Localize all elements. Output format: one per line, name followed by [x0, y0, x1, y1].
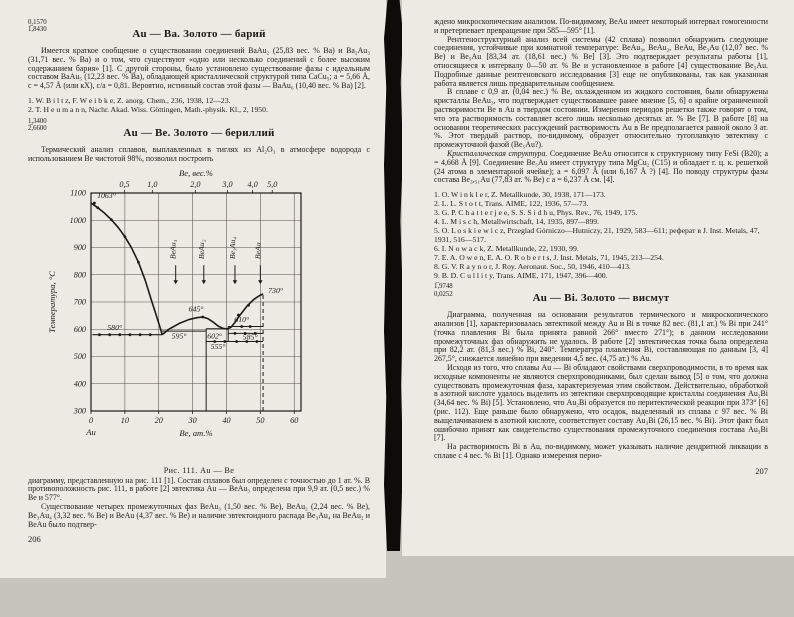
reference-item: 1. W. B i l t z, F. W e i b k e, Z. anorg. Chem., 236, 1938, 12—23. [28, 95, 231, 105]
top-tick-label: 1,0 [147, 179, 158, 189]
log-ratio-note-au-ba [28, 19, 47, 34]
temperature-label: 1063° [97, 190, 116, 200]
temperature-label: 602° [207, 331, 223, 341]
au-bi-paragraph-1: Диаграмма, полученная на основании результатов термического и микроскопического анализов [1], характеризовалась эвтектикой между Au и Bi в точке 82 вес. (81,1 ат.) % Bi при 241° (точка плавления Bi была принята равной 266° вместо 271°); в данном исследовании промежуточных фаз обнаружить не удалось. В работе [2] эвтектическая точка была определена при 82,2 ат. (81,3 вес.) % Bi, 240°. Температура плавления Bi, составляющая по данным [3, 4] 267,5°, снижается линейно при введении 4,5 вес. (4,75 ат.) % Au. [434, 310, 768, 364]
au-be-paragraph-3: Существование четырех промежуточных фаз BeAu₃ (1,50 вес. % Be), BeAu₂ (2,24 вес. % Be), Be₃Au₄ (3,32 вес. % Be) и BeAu (4,37 вес. % Be) и наличие эвтектоидного распада Be₃Au₄ на BeAu₂ и BeAu было подтвер- [28, 501, 370, 529]
data-point [235, 340, 238, 343]
data-point [149, 333, 152, 336]
reference-item: 9. B. D. C u l l i t y, Trans. AIME, 171, 1947, 396—400. [434, 271, 608, 281]
data-point [98, 333, 101, 336]
x-tick-label: 10 [120, 415, 129, 425]
data-point [247, 303, 250, 306]
y-tick-label: 800 [73, 269, 86, 279]
page-number-right: 207 [755, 465, 768, 476]
log-ratio-note-au-be [28, 118, 47, 133]
section-heading-au-bi: Au — Bi. Золото — висмут [532, 292, 670, 305]
reference-item: 2. L. L. S t o t t, Trans. AIME, 122, 1936, 57—73. [434, 199, 589, 209]
data-point [201, 315, 204, 318]
data-point [93, 201, 96, 204]
reference-item: 6. I. N o w a c k, Z. Metallkunde, 22, 1930, 99. [434, 244, 579, 254]
origin-label: Au [86, 426, 96, 437]
phase-diagram-figure [28, 167, 370, 475]
section-heading-au-be: Au — Be. Золото — бериллий [123, 126, 275, 139]
au-be-heading-row [28, 117, 370, 141]
y-tick-label: 400 [73, 378, 86, 388]
temperature-label: 595° [171, 331, 187, 341]
au-be-continuation-3: В сплаве с 0,9 ат. (0,04 вес.) % Be, охлажденном из жидкого состояния, были обнаружены кристаллы BeAu₃, что подтверждает существовавшее ранее мнение [5, 6] о крайне ограниченной растворимости Be в Au в твердом состоянии. Измерения периодов решетки также говорят о том, что эта растворимость составляет всего лишь несколько десятых ат. % Be [7]. В работе [8] на основании теоретических рассуждений растворимость Au в Be предполагается равной около 3 ат. %. Этот твердый раствор, по-видимому, образует относительно тугоплавкую эвтектику с промежуточной фазой (Be₅Au?). [434, 87, 768, 150]
temperature-label: 580° [107, 322, 123, 332]
x-tick-label: 50 [256, 415, 265, 425]
au-ba-heading-row [28, 19, 370, 42]
log-ratio-line2: 2̅,6600 [28, 125, 47, 133]
crystal-structure-text: Соединение BeAu относится к структурному типу FeSi (B20); a = 4,668 Å [9]. Соединение Be₅Au имеет структуру типа MgCu₂ (C15) и обладает г. ц. к. решеткой (24 атома в элементарной ячейке); a = 6,097 Å (или 6,167 Å ?) [4]. По поводу структуры фазы состава Be₃,₅₁Au (77,83 ат. % Be) с a = 6,237 Å см. [4]. [434, 148, 768, 185]
curves [91, 201, 263, 410]
temperature-label: 585° [242, 332, 258, 342]
data-point [249, 325, 252, 328]
log-ratio-note-au-bi [434, 283, 453, 298]
y-tick-label: 1000 [69, 215, 86, 225]
compound-label: BeAu₃ [168, 239, 178, 259]
book-gutter [384, 0, 403, 551]
left-page [0, 0, 386, 578]
au-ba-paragraph: Имеется краткое сообщение о существовании соединений BaAu₂ (25,83 вес. % Ba) и Ba₂Au₃ (31,71 вес. % Ba) и о том, что существуют «одно или несколько соединений с более высоким содержанием бария» [1]. С другой стороны, было установлено существование фазы с идеальным составом BaAu₅ (12,23 вес. % Ba), обладающей кристаллической структурой типа CaCu₅; a = 5,66 Å, c = 4,57 Å (или кХ), c/a = 0,81. Вероятно, истинный состав этой фазы — BaAu₆ (10,40 вес. % Ba) [2]. [28, 46, 370, 91]
au-be-paragraph-1: Термический анализ сплавов, выплавленных в тиглях из Al₂O₃ в атмосфере водорода с использованием Be чистотой 98%, позволил построить [28, 144, 370, 163]
top-tick-label: 3,0 [222, 179, 233, 189]
data-point [96, 206, 99, 209]
x-tick-label: 30 [188, 415, 197, 425]
y-tick-label: 500 [73, 351, 86, 361]
data-point [108, 333, 111, 336]
reference-item: 2. T. H e u m a n n, Nachr. Akad. Wiss. Göttingen, Math.-physik. Kl., 2, 1950. [28, 104, 268, 114]
au-bi-paragraph-3: На растворимость Bi в Au, по-видимому, может указывать наличие дендритной ликвации в сплаве с 4 вес. % Bi [1]. Однако измерения перио- [434, 442, 768, 460]
series-liquidus-au [91, 203, 162, 335]
data-point [110, 218, 113, 221]
figure-caption: Рис. 111. Au — Be [163, 465, 235, 475]
au-be-continuation-1: ждено микроскопическим анализом. По-видимому, BeAu имеет некоторый интервал гомогенности и претерпевает превращение при 585—595° [1]. [434, 17, 768, 35]
log-ratio-line1: 1̅,9748 [434, 283, 453, 291]
y-tick-label: 900 [73, 242, 86, 252]
au-be-continuation-2: Рентгеноструктурный анализ всей системы (42 сплава) позволил обнаружить следующие соединения, устойчивые при комнатной температуре: BeAu₃, BeAu₂, BeAu, Be₃Au (12,07 вес. % Be) и Be₅Au [83,34 ат. (18,61 вес.) % Be] [3]. Это подтверждает результаты работы [1], относящиеся к интервалу 0—50 ат. % Be и установленное в работе [4] существование Be₅Au. Подробные данные рентгеновского исследования [3] еще не опубликованы, так как указанная работа является лишь предварительным сообщением. [434, 34, 768, 88]
reference-item: 7. E. A. O w e n, E. A. O. R o b e r t s, J. Inst. Metals, 71, 1945, 213—254. [434, 253, 664, 263]
log-ratio-line1: 1,3400 [28, 117, 47, 125]
compound-label: BeAu₂ [196, 239, 206, 259]
temperature-label: 645° [188, 304, 204, 314]
log-ratio-line2: 1̅,8430 [28, 26, 47, 34]
au-bi-heading-row [434, 283, 768, 306]
top-tick-label: 0,5 [119, 179, 130, 189]
crystal-structure-paragraph [434, 150, 768, 185]
x-tick-label: 0 [88, 415, 94, 425]
y-axis-label: Температура, °С [47, 270, 57, 333]
au-be-references [434, 190, 768, 280]
phase-diagram-svg [43, 167, 355, 460]
temperature-label: 730° [268, 285, 283, 295]
log-ratio-line2: 0,0252 [434, 290, 453, 298]
data-point [139, 333, 142, 336]
grid [91, 193, 301, 411]
temperature-label: 610° [234, 314, 250, 324]
reference-item: 1. O. W i n k l e r, Z. Metallkunde, 30, 1938, 171—173. [434, 190, 606, 200]
data-point [123, 235, 126, 238]
top-tick-label: 4,0 [247, 179, 258, 189]
top-tick-label: 2,0 [190, 179, 201, 189]
top-tick-label: 5,0 [267, 179, 278, 189]
x-tick-label: 60 [290, 415, 299, 425]
au-ba-references [28, 96, 370, 114]
compound-label: BeAu [253, 241, 263, 259]
data-point [129, 333, 132, 336]
reference-item: 5. O. L o s k i e w i c z, Przeglad Górniczo—Hutniczy, 21, 1929, 583—611; реферат в J. Inst. Metals, 47, 1931, 516—517. [434, 226, 760, 245]
temperature-label: 555° [210, 341, 226, 351]
x-tick-label: 20 [154, 415, 163, 425]
y-tick-label: 1100 [70, 188, 86, 198]
data-point [118, 333, 121, 336]
data-point [240, 325, 243, 328]
au-bi-paragraph-2: Исходя из того, что сплавы Au — Bi обладают свойствами сверхпроводимости, в то время как исходные компоненты не являются сверхпроводниками, был сделан вывод [5] о том, что должна существовать промежуточная фаза, характеризуемая этим свойством. Действительно, обработкой в азотной кислоте удалось выделить из эвтектики сверхпроводящие кристаллы соединения Au₂Bi (34,64 вес. % Bi) [5]. Установлено, что Au₂Bi образуется по перитектической реакции при 373° [6] (рис. 112). Еще раньше было обнаружено, что осадок, выделенный из сплава с 97 вес. % Bi выщелачиванием в азотной кислоте, соответствует составу Au₃Bi (26,15 вес. % Bi). Этот факт был ошибочно принят как свидетельство существования промежуточного соединения состава Au₃Bi [7]. [434, 362, 768, 443]
y-tick-label: 300 [73, 406, 86, 416]
x-axis-bottom-label: Be, ат.% [179, 427, 213, 438]
x-tick-label: 40 [222, 415, 231, 425]
data-point [234, 332, 237, 335]
reference-item: 3. G. P. C h a t t e r j e e, S. S. S i d h u, Phys. Rev., 76, 1949, 175. [434, 208, 638, 218]
au-be-paragraph-2: диаграмму, представленную на рис. 111 [1]. Состав сплавов был определен с точностью до 1 ат. %. В противоположность рис. 111, в работе [2] эвтектика Au — BeAu₃ определена при 9,9 ат. (0,5 вес.) % Be и 577°. [28, 475, 370, 503]
reference-item: 4. L. M i s c h, Metallwirtschaft, 14, 1935, 897—899. [434, 217, 600, 227]
y-tick-label: 600 [73, 324, 86, 334]
page-number-left: 206 [28, 534, 41, 545]
section-heading-au-ba: Au — Ba. Золото — барий [132, 28, 266, 40]
crystal-structure-lead: Кристаллическая структура. [447, 148, 548, 158]
log-ratio-line1: 0,1570 [28, 19, 47, 26]
x-axis-top-label: Be, вес.% [179, 167, 213, 178]
data-point [137, 260, 140, 263]
compound-label: Be₃Au₄ [227, 236, 237, 259]
y-tick-label: 700 [73, 297, 86, 307]
reference-item: 8. G. V. R a y n o r, J. Roy. Aeronaut. Soc., 50, 1946, 410—413. [434, 262, 631, 272]
right-page [402, 0, 794, 556]
